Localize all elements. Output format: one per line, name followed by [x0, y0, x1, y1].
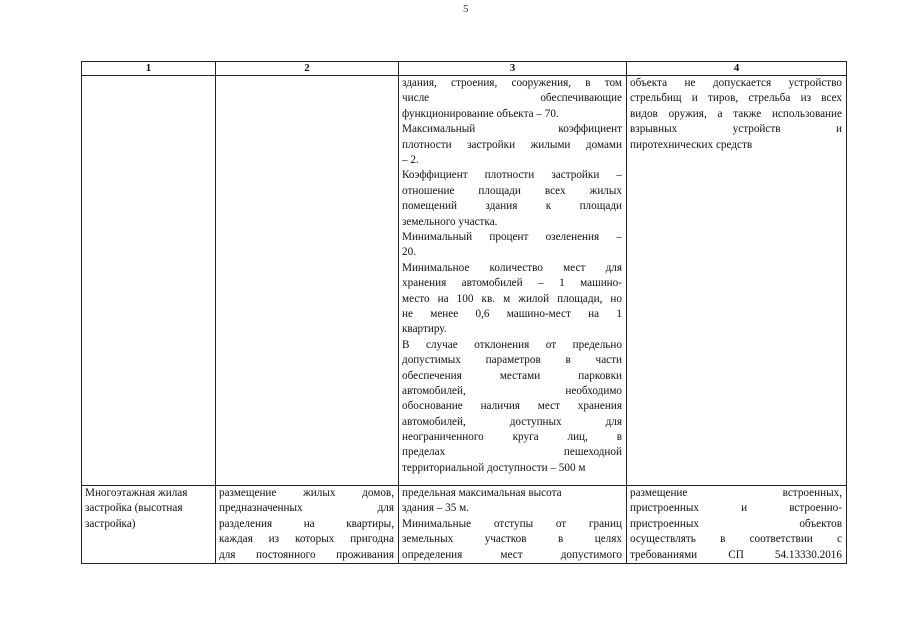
cell-text-line: видов оружия, а также использование [630, 107, 842, 120]
cell-text-line: функционирование объекта – 70. [402, 107, 559, 120]
cell-zone-name [82, 486, 216, 564]
cell-row-a-col-2 [216, 76, 399, 486]
cell-text-line: предназначенных для [219, 502, 394, 515]
cell-text-line: пиротехнических средств [630, 138, 753, 151]
cell-text-line: автомобилей, доступных для [402, 415, 622, 428]
cell-text-line: квартиру. [402, 323, 447, 336]
cell-text-line: неограниченного круга лиц, в [402, 431, 622, 444]
cell-row-a-col-3 [399, 76, 627, 486]
cell-text-line: для постоянного проживания [219, 548, 394, 561]
cell-row-a-col-4 [627, 76, 847, 486]
header-col-2: 2 [216, 62, 399, 76]
cell-text-line: земельного участка. [402, 215, 498, 228]
cell-text-line: помещений здания к площади [402, 200, 622, 213]
cell-text-line: стрельбищ и тиров, стрельба из всех [630, 92, 842, 105]
cell-text-line: взрывных устройств и [630, 123, 842, 136]
regulation-table [81, 61, 847, 564]
cell-text-line: определения мест допустимого [402, 548, 622, 561]
cell-text-line: требованиями СП 54.13330.2016 [630, 548, 842, 561]
cell-text-line: автомобилей, необходимо [402, 384, 622, 397]
cell-text-line: пристроенных объектов [630, 517, 842, 530]
cell-text-line: здания, строения, сооружения, в том [402, 77, 622, 89]
cell-text-line: 20. [402, 246, 416, 259]
cell-zone-restrictions [627, 486, 847, 564]
cell-text-line: территориальной доступности – 500 м [402, 461, 586, 474]
cell-text-line: допустимых параметров в части [402, 354, 622, 367]
cell-text-line: застройка) [85, 517, 136, 530]
cell-text-line: В случае отклонения от предельно [402, 338, 622, 351]
cell-text-line: хранения автомобилей – 1 машино- [402, 277, 622, 290]
cell-text-line: обеспечения местами парковки [402, 369, 622, 382]
table-row [82, 486, 847, 564]
header-col-1: 1 [82, 62, 216, 76]
cell-text-line: размещение жилых домов, [219, 487, 394, 499]
cell-text-line: здания – 35 м. [402, 502, 470, 515]
cell-text-line: Минимальное количество мест для [402, 261, 622, 274]
cell-row-a-col-1 [82, 76, 216, 486]
cell-text-line: разделения на квартиры, [219, 517, 394, 530]
cell-text-line: плотности застройки жилыми домами [402, 138, 622, 151]
cell-text-line: Коэффициент плотности застройки – [402, 169, 622, 182]
header-col-3: 3 [399, 62, 627, 76]
cell-text-line: каждая из которых пригодна [219, 533, 394, 546]
cell-text-line: не менее 0,6 машино-мест на 1 [402, 307, 622, 320]
cell-text-line: размещение встроенных, [630, 487, 842, 499]
cell-text-line: застройка (высотная [85, 502, 183, 515]
cell-text-line: пределах пешеходной [402, 446, 622, 459]
cell-text-line: пристроенных и встроенно- [630, 502, 842, 515]
cell-zone-parameters [399, 486, 627, 564]
cell-text-line: Минимальный процент озеленения – [402, 230, 622, 243]
header-row [82, 62, 847, 76]
cell-text-line: объекта не допускается устройство [630, 77, 842, 89]
cell-text-line: земельных участков в целях [402, 533, 622, 546]
cell-text-line: Минимальные отступы от границ [402, 517, 622, 530]
header-col-4: 4 [627, 62, 847, 76]
table-row [82, 76, 847, 486]
cell-text-line: Многоэтажная жилая [85, 487, 188, 499]
cell-text-line: Максимальный коэффициент [402, 123, 622, 136]
cell-text-line: – 2. [402, 153, 419, 166]
cell-text-line: осуществлять в соответствии с [630, 533, 842, 546]
cell-text-line: отношение площади всех жилых [402, 184, 622, 197]
cell-text-line: место на 100 кв. м жилой площади, но [402, 292, 622, 305]
page-number: 5 [463, 3, 469, 15]
cell-text-line: обоснование наличия мест хранения [402, 400, 622, 413]
cell-text-line: числе обеспечивающие [402, 92, 622, 105]
cell-text-line: предельная максимальная высота [402, 487, 562, 499]
cell-zone-description [216, 486, 399, 564]
